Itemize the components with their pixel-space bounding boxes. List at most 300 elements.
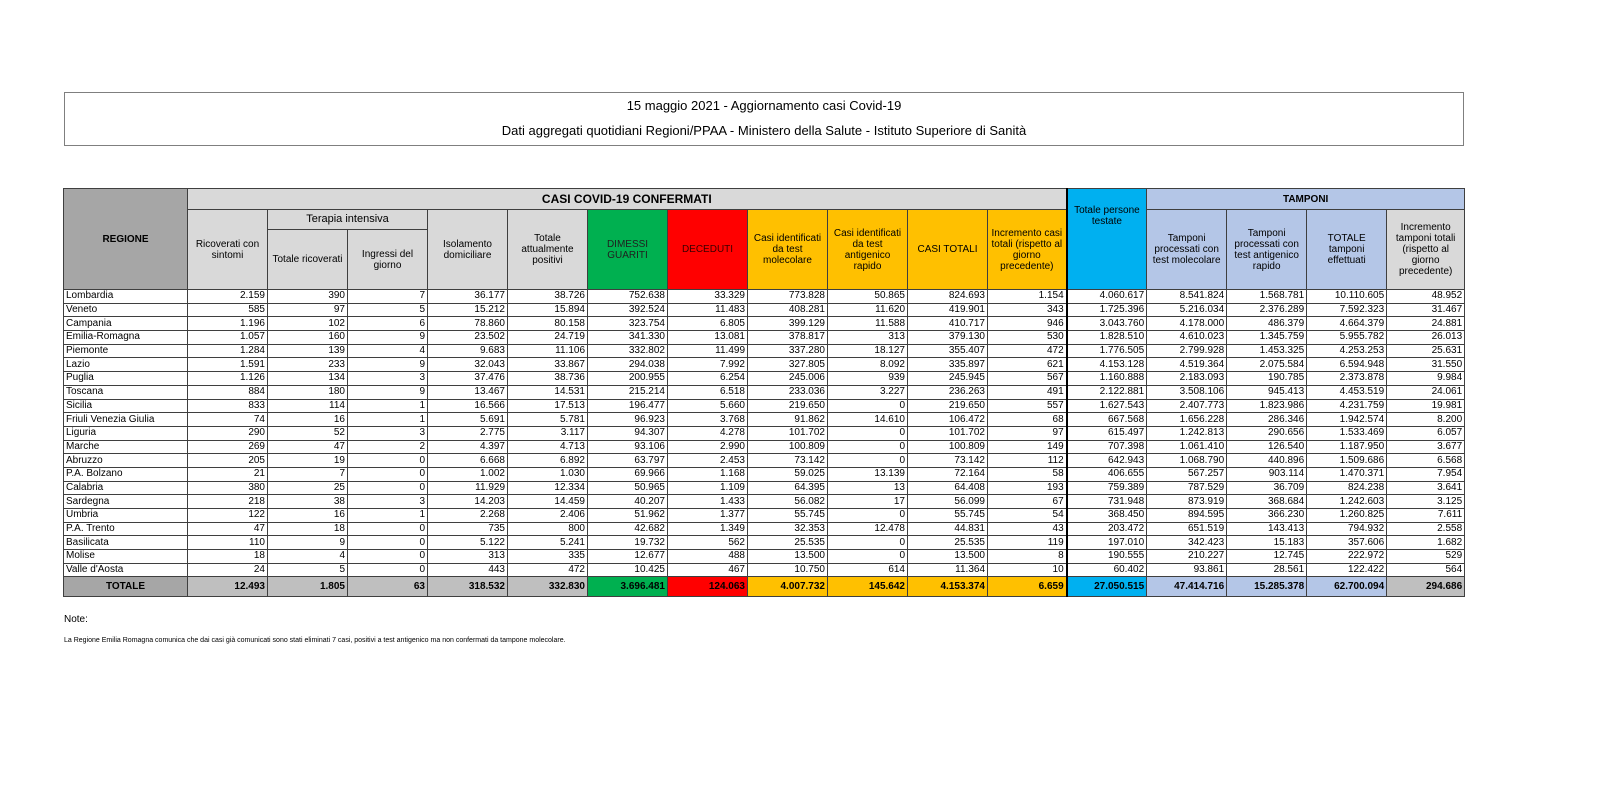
cell-tamponi-molecolare: 4.519.364 — [1147, 358, 1227, 372]
table-row — [64, 358, 1465, 372]
cell-isolamento-domiciliare: 2.268 — [428, 509, 508, 523]
cell-regione: Valle d'Aosta — [64, 563, 188, 577]
cell-incremento-casi: 557 — [988, 399, 1067, 413]
report-subtitle: Dati aggregati quotidiani Regioni/PPAA - Ministero della Salute - Istituto Superiore di Sanità — [501, 123, 1027, 138]
cell-casi-totali: 335.897 — [908, 358, 988, 372]
cell-totale-ricoverati: 9 — [268, 536, 348, 550]
cell-incremento-casi: 1.154 — [988, 290, 1067, 304]
cell-tamponi-molecolare: 5.216.034 — [1147, 303, 1227, 317]
cell-incremento-casi: 8 — [988, 550, 1067, 564]
cell-tamponi-antigenico: 486.379 — [1227, 317, 1307, 331]
cell-casi-test-antigenico: 17 — [828, 495, 908, 509]
cell-dimessi-guariti: 200.955 — [588, 372, 668, 386]
cell-casi-test-antigenico: 13 — [828, 481, 908, 495]
cell-ricoverati-con-sintomi: 18 — [188, 550, 268, 564]
cell-incremento-casi: 54 — [988, 509, 1067, 523]
cell-dimessi-guariti: 94.307 — [588, 426, 668, 440]
cell-totale-tamponi: 1.242.603 — [1307, 495, 1387, 509]
cell-isolamento-domiciliare: 15.212 — [428, 303, 508, 317]
cell-totale-ricoverati: 16 — [268, 509, 348, 523]
table-row — [64, 495, 1465, 509]
cell-totale-attualmente-positivi: 12.334 — [508, 481, 588, 495]
header-casi-test-antigenico: Casi identificati da test antigenico rapido — [828, 210, 908, 290]
note-label: Note: — [64, 614, 88, 625]
cell-casi-test-molecolare: 13.500 — [748, 550, 828, 564]
cell-totale-attualmente-positivi: 472 — [508, 563, 588, 577]
cell-isolamento-domiciliare: 36.177 — [428, 290, 508, 304]
cell-tamponi-molecolare: 4.610.023 — [1147, 331, 1227, 345]
cell-deceduti: 1.377 — [668, 509, 748, 523]
cell-dimessi-guariti: 294.038 — [588, 358, 668, 372]
cell-totale-ricoverati: 233 — [268, 358, 348, 372]
cell-casi-test-molecolare: 219.650 — [748, 399, 828, 413]
cell-incremento-casi: 68 — [988, 413, 1067, 427]
cell-totale-ricoverati: 139 — [268, 344, 348, 358]
cell-casi-totali: 379.130 — [908, 331, 988, 345]
cell-totale-ricoverati: 18 — [268, 522, 348, 536]
cell-incremento-tamponi: 6.057 — [1387, 426, 1465, 440]
cell-incremento-casi: 149 — [988, 440, 1067, 454]
cell-regione: Veneto — [64, 303, 188, 317]
table-row — [64, 413, 1465, 427]
total-dimessi-guariti: 3.696.481 — [588, 577, 668, 597]
cell-casi-test-molecolare: 10.750 — [748, 563, 828, 577]
cell-casi-test-molecolare: 56.082 — [748, 495, 828, 509]
cell-ingressi-del-giorno: 9 — [348, 331, 428, 345]
cell-totale-ricoverati: 19 — [268, 454, 348, 468]
cell-dimessi-guariti: 40.207 — [588, 495, 668, 509]
header-regione: REGIONE — [64, 189, 188, 290]
cell-incremento-casi: 567 — [988, 372, 1067, 386]
cell-casi-totali: 73.142 — [908, 454, 988, 468]
cell-ingressi-del-giorno: 3 — [348, 495, 428, 509]
cell-incremento-casi: 112 — [988, 454, 1067, 468]
cell-tamponi-antigenico: 36.709 — [1227, 481, 1307, 495]
cell-deceduti: 5.660 — [668, 399, 748, 413]
cell-totale-attualmente-positivi: 1.030 — [508, 467, 588, 481]
cell-incremento-casi: 946 — [988, 317, 1067, 331]
cell-totale-ricoverati: 38 — [268, 495, 348, 509]
cell-isolamento-domiciliare: 2.775 — [428, 426, 508, 440]
cell-tamponi-molecolare: 1.068.790 — [1147, 454, 1227, 468]
cell-totale-persone-testate: 1.627.543 — [1067, 399, 1147, 413]
cell-totale-tamponi: 10.110.605 — [1307, 290, 1387, 304]
cell-ingressi-del-giorno: 2 — [348, 440, 428, 454]
cell-totale-tamponi: 794.932 — [1307, 522, 1387, 536]
cell-tamponi-molecolare: 894.595 — [1147, 509, 1227, 523]
cell-casi-test-molecolare: 408.281 — [748, 303, 828, 317]
cell-casi-test-antigenico: 18.127 — [828, 344, 908, 358]
cell-totale-ricoverati: 4 — [268, 550, 348, 564]
cell-casi-test-antigenico: 313 — [828, 331, 908, 345]
cell-ingressi-del-giorno: 1 — [348, 413, 428, 427]
cell-regione: Sardegna — [64, 495, 188, 509]
cell-isolamento-domiciliare: 4.397 — [428, 440, 508, 454]
cell-regione: Liguria — [64, 426, 188, 440]
cell-tamponi-antigenico: 440.896 — [1227, 454, 1307, 468]
total-incremento-tamponi: 294.686 — [1387, 577, 1465, 597]
cell-tamponi-antigenico: 2.075.584 — [1227, 358, 1307, 372]
cell-casi-totali: 44.831 — [908, 522, 988, 536]
cell-totale-persone-testate: 368.450 — [1067, 509, 1147, 523]
table-row — [64, 536, 1465, 550]
cell-totale-persone-testate: 615.497 — [1067, 426, 1147, 440]
cell-incremento-casi: 10 — [988, 563, 1067, 577]
cell-casi-test-molecolare: 399.129 — [748, 317, 828, 331]
cell-tamponi-molecolare: 2.799.928 — [1147, 344, 1227, 358]
cell-totale-ricoverati: 160 — [268, 331, 348, 345]
cell-regione: P.A. Bolzano — [64, 467, 188, 481]
cell-incremento-tamponi: 24.881 — [1387, 317, 1465, 331]
cell-deceduti: 6.805 — [668, 317, 748, 331]
cell-tamponi-antigenico: 1.823.986 — [1227, 399, 1307, 413]
cell-regione: Umbria — [64, 509, 188, 523]
cell-casi-totali: 410.717 — [908, 317, 988, 331]
cell-casi-test-molecolare: 91.862 — [748, 413, 828, 427]
cell-casi-totali: 25.535 — [908, 536, 988, 550]
cell-totale-attualmente-positivi: 335 — [508, 550, 588, 564]
cell-incremento-casi: 43 — [988, 522, 1067, 536]
cell-tamponi-antigenico: 1.568.781 — [1227, 290, 1307, 304]
cell-totale-tamponi: 824.238 — [1307, 481, 1387, 495]
cell-totale-persone-testate: 1.828.510 — [1067, 331, 1147, 345]
cell-totale-ricoverati: 7 — [268, 467, 348, 481]
cell-casi-test-antigenico: 13.139 — [828, 467, 908, 481]
cell-tamponi-antigenico: 1.453.325 — [1227, 344, 1307, 358]
cell-dimessi-guariti: 215.214 — [588, 385, 668, 399]
cell-casi-test-molecolare: 233.036 — [748, 385, 828, 399]
cell-totale-attualmente-positivi: 80.158 — [508, 317, 588, 331]
cell-casi-test-antigenico: 8.092 — [828, 358, 908, 372]
header-totale-tamponi: TOTALE tamponi effettuati — [1307, 210, 1387, 290]
total-ingressi-del-giorno: 63 — [348, 577, 428, 597]
cell-incremento-casi: 58 — [988, 467, 1067, 481]
cell-totale-persone-testate: 1.160.888 — [1067, 372, 1147, 386]
cell-casi-test-antigenico: 11.588 — [828, 317, 908, 331]
cell-casi-test-antigenico: 50.865 — [828, 290, 908, 304]
cell-deceduti: 11.483 — [668, 303, 748, 317]
cell-dimessi-guariti: 42.682 — [588, 522, 668, 536]
cell-isolamento-domiciliare: 9.683 — [428, 344, 508, 358]
cell-ricoverati-con-sintomi: 585 — [188, 303, 268, 317]
total-regione: TOTALE — [64, 577, 188, 597]
table-row — [64, 331, 1465, 345]
cell-totale-attualmente-positivi: 5.241 — [508, 536, 588, 550]
cell-totale-persone-testate: 759.389 — [1067, 481, 1147, 495]
cell-totale-tamponi: 4.453.519 — [1307, 385, 1387, 399]
cell-casi-test-antigenico: 0 — [828, 399, 908, 413]
cell-casi-totali: 419.901 — [908, 303, 988, 317]
cell-incremento-casi: 193 — [988, 481, 1067, 495]
cell-tamponi-antigenico: 15.183 — [1227, 536, 1307, 550]
cell-ingressi-del-giorno: 0 — [348, 481, 428, 495]
cell-incremento-tamponi: 3.677 — [1387, 440, 1465, 454]
header-casi-confermati: CASI COVID-19 CONFERMATI — [188, 189, 1067, 210]
cell-isolamento-domiciliare: 313 — [428, 550, 508, 564]
table-row — [64, 372, 1465, 386]
cell-regione: Marche — [64, 440, 188, 454]
header-casi-test-molecolare: Casi identificati da test molecolare — [748, 210, 828, 290]
cell-tamponi-antigenico: 903.114 — [1227, 467, 1307, 481]
cell-casi-test-antigenico: 0 — [828, 536, 908, 550]
cell-totale-persone-testate: 667.568 — [1067, 413, 1147, 427]
cell-incremento-casi: 97 — [988, 426, 1067, 440]
cell-tamponi-antigenico: 945.413 — [1227, 385, 1307, 399]
cell-isolamento-domiciliare: 78.860 — [428, 317, 508, 331]
cell-totale-attualmente-positivi: 5.781 — [508, 413, 588, 427]
table-row — [64, 440, 1465, 454]
total-casi-test-antigenico: 145.642 — [828, 577, 908, 597]
cell-tamponi-antigenico: 2.376.289 — [1227, 303, 1307, 317]
cell-deceduti: 6.254 — [668, 372, 748, 386]
cell-ingressi-del-giorno: 0 — [348, 522, 428, 536]
cell-dimessi-guariti: 69.966 — [588, 467, 668, 481]
cell-ricoverati-con-sintomi: 74 — [188, 413, 268, 427]
cell-totale-ricoverati: 52 — [268, 426, 348, 440]
cell-casi-totali: 245.945 — [908, 372, 988, 386]
table-row — [64, 303, 1465, 317]
cell-incremento-tamponi: 564 — [1387, 563, 1465, 577]
cell-ingressi-del-giorno: 0 — [348, 536, 428, 550]
cell-regione: Sicilia — [64, 399, 188, 413]
cell-ingressi-del-giorno: 4 — [348, 344, 428, 358]
cell-ricoverati-con-sintomi: 24 — [188, 563, 268, 577]
cell-dimessi-guariti: 93.106 — [588, 440, 668, 454]
total-tamponi-molecolare: 47.414.716 — [1147, 577, 1227, 597]
cell-ricoverati-con-sintomi: 205 — [188, 454, 268, 468]
header-tamponi-molecolare: Tamponi processati con test molecolare — [1147, 210, 1227, 290]
cell-deceduti: 4.278 — [668, 426, 748, 440]
cell-tamponi-molecolare: 4.178.000 — [1147, 317, 1227, 331]
cell-deceduti: 1.168 — [668, 467, 748, 481]
cell-casi-test-antigenico: 0 — [828, 509, 908, 523]
cell-totale-attualmente-positivi: 800 — [508, 522, 588, 536]
cell-totale-persone-testate: 4.060.617 — [1067, 290, 1147, 304]
total-tamponi-antigenico: 15.285.378 — [1227, 577, 1307, 597]
cell-deceduti: 2.990 — [668, 440, 748, 454]
cell-totale-ricoverati: 97 — [268, 303, 348, 317]
cell-deceduti: 562 — [668, 536, 748, 550]
cell-totale-attualmente-positivi: 14.459 — [508, 495, 588, 509]
cell-casi-test-antigenico: 12.478 — [828, 522, 908, 536]
cell-regione: P.A. Trento — [64, 522, 188, 536]
cell-totale-persone-testate: 707.398 — [1067, 440, 1147, 454]
cell-deceduti: 1.349 — [668, 522, 748, 536]
table-row — [64, 426, 1465, 440]
cell-deceduti: 13.081 — [668, 331, 748, 345]
cell-incremento-casi: 491 — [988, 385, 1067, 399]
table-row — [64, 344, 1465, 358]
table-row — [64, 290, 1465, 304]
cell-incremento-casi: 343 — [988, 303, 1067, 317]
cell-dimessi-guariti: 96.923 — [588, 413, 668, 427]
cell-totale-persone-testate: 190.555 — [1067, 550, 1147, 564]
cell-ingressi-del-giorno: 1 — [348, 399, 428, 413]
total-casi-test-molecolare: 4.007.732 — [748, 577, 828, 597]
cell-ingressi-del-giorno: 0 — [348, 454, 428, 468]
cell-isolamento-domiciliare: 6.668 — [428, 454, 508, 468]
cell-totale-persone-testate: 3.043.760 — [1067, 317, 1147, 331]
cell-incremento-tamponi: 9.984 — [1387, 372, 1465, 386]
total-deceduti: 124.063 — [668, 577, 748, 597]
cell-incremento-tamponi: 48.952 — [1387, 290, 1465, 304]
cell-totale-tamponi: 2.373.878 — [1307, 372, 1387, 386]
cell-totale-persone-testate: 2.122.881 — [1067, 385, 1147, 399]
cell-ingressi-del-giorno: 0 — [348, 467, 428, 481]
cell-incremento-tamponi: 26.013 — [1387, 331, 1465, 345]
cell-tamponi-molecolare: 787.529 — [1147, 481, 1227, 495]
cell-ingressi-del-giorno: 7 — [348, 290, 428, 304]
cell-tamponi-molecolare: 8.541.824 — [1147, 290, 1227, 304]
cell-incremento-tamponi: 31.467 — [1387, 303, 1465, 317]
cell-totale-attualmente-positivi: 14.531 — [508, 385, 588, 399]
cell-tamponi-molecolare: 651.519 — [1147, 522, 1227, 536]
header-tamponi-antigenico: Tamponi processati con test antigenico rapido — [1227, 210, 1307, 290]
cell-totale-attualmente-positivi: 2.406 — [508, 509, 588, 523]
cell-incremento-tamponi: 7.954 — [1387, 467, 1465, 481]
cell-dimessi-guariti: 196.477 — [588, 399, 668, 413]
cell-casi-test-antigenico: 0 — [828, 454, 908, 468]
cell-casi-totali: 101.702 — [908, 426, 988, 440]
cell-isolamento-domiciliare: 735 — [428, 522, 508, 536]
table-row — [64, 467, 1465, 481]
table-row — [64, 454, 1465, 468]
cell-casi-totali: 219.650 — [908, 399, 988, 413]
cell-ricoverati-con-sintomi: 1.126 — [188, 372, 268, 386]
cell-incremento-casi: 119 — [988, 536, 1067, 550]
cell-tamponi-molecolare: 567.257 — [1147, 467, 1227, 481]
cell-isolamento-domiciliare: 5.691 — [428, 413, 508, 427]
cell-casi-test-molecolare: 773.828 — [748, 290, 828, 304]
cell-casi-totali: 100.809 — [908, 440, 988, 454]
cell-totale-persone-testate: 60.402 — [1067, 563, 1147, 577]
cell-ricoverati-con-sintomi: 110 — [188, 536, 268, 550]
cell-regione: Basilicata — [64, 536, 188, 550]
header-incremento-casi: Incremento casi totali (rispetto al giorno precedente) — [988, 210, 1067, 290]
cell-deceduti: 33.329 — [668, 290, 748, 304]
cell-totale-persone-testate: 203.472 — [1067, 522, 1147, 536]
cell-dimessi-guariti: 51.962 — [588, 509, 668, 523]
cell-tamponi-molecolare: 342.423 — [1147, 536, 1227, 550]
cell-ricoverati-con-sintomi: 1.284 — [188, 344, 268, 358]
table-row — [64, 509, 1465, 523]
cell-tamponi-antigenico: 28.561 — [1227, 563, 1307, 577]
cell-totale-ricoverati: 180 — [268, 385, 348, 399]
cell-casi-totali: 13.500 — [908, 550, 988, 564]
cell-ricoverati-con-sintomi: 1.057 — [188, 331, 268, 345]
report-title-box — [64, 92, 1464, 146]
cell-isolamento-domiciliare: 16.566 — [428, 399, 508, 413]
cell-totale-attualmente-positivi: 33.867 — [508, 358, 588, 372]
cell-regione: Toscana — [64, 385, 188, 399]
cell-casi-test-molecolare: 337.280 — [748, 344, 828, 358]
cell-regione: Lazio — [64, 358, 188, 372]
header-ricoverati-con-sintomi: Ricoverati con sintomi — [188, 210, 268, 290]
cell-totale-attualmente-positivi: 24.719 — [508, 331, 588, 345]
cell-incremento-casi: 621 — [988, 358, 1067, 372]
cell-deceduti: 3.768 — [668, 413, 748, 427]
cell-tamponi-antigenico: 290.656 — [1227, 426, 1307, 440]
cell-totale-attualmente-positivi: 6.892 — [508, 454, 588, 468]
cell-casi-test-molecolare: 25.535 — [748, 536, 828, 550]
header-totale-persone-testate: Totale persone testate — [1067, 189, 1147, 290]
cell-incremento-tamponi: 25.631 — [1387, 344, 1465, 358]
cell-regione: Friuli Venezia Giulia — [64, 413, 188, 427]
cell-totale-ricoverati: 25 — [268, 481, 348, 495]
cell-casi-totali: 56.099 — [908, 495, 988, 509]
cell-totale-tamponi: 5.955.782 — [1307, 331, 1387, 345]
cell-casi-totali: 824.693 — [908, 290, 988, 304]
cell-incremento-tamponi: 2.558 — [1387, 522, 1465, 536]
cell-totale-persone-testate: 406.655 — [1067, 467, 1147, 481]
cell-totale-attualmente-positivi: 38.736 — [508, 372, 588, 386]
cell-casi-test-antigenico: 3.227 — [828, 385, 908, 399]
cell-tamponi-molecolare: 2.183.093 — [1147, 372, 1227, 386]
cell-ricoverati-con-sintomi: 1.196 — [188, 317, 268, 331]
cell-incremento-casi: 472 — [988, 344, 1067, 358]
cell-casi-test-molecolare: 327.805 — [748, 358, 828, 372]
cell-totale-tamponi: 4.253.253 — [1307, 344, 1387, 358]
cell-dimessi-guariti: 10.425 — [588, 563, 668, 577]
cell-ingressi-del-giorno: 5 — [348, 303, 428, 317]
cell-isolamento-domiciliare: 13.467 — [428, 385, 508, 399]
cell-tamponi-molecolare: 3.508.106 — [1147, 385, 1227, 399]
cell-casi-test-antigenico: 939 — [828, 372, 908, 386]
cell-casi-test-molecolare: 100.809 — [748, 440, 828, 454]
header-totale-attualmente-positivi: Totale attualmente positivi — [508, 210, 588, 290]
cell-ricoverati-con-sintomi: 833 — [188, 399, 268, 413]
cell-ricoverati-con-sintomi: 218 — [188, 495, 268, 509]
note-text: La Regione Emilia Romagna comunica che dai casi già comunicati sono stati eliminati 7 casi, positivi a test antigenico ma non confermati da tampone molecolare. — [64, 637, 566, 644]
cell-regione: Lombardia — [64, 290, 188, 304]
cell-ricoverati-con-sintomi: 2.159 — [188, 290, 268, 304]
cell-regione: Puglia — [64, 372, 188, 386]
cell-casi-test-molecolare: 73.142 — [748, 454, 828, 468]
cell-isolamento-domiciliare: 32.043 — [428, 358, 508, 372]
cell-regione: Emilia-Romagna — [64, 331, 188, 345]
cell-incremento-tamponi: 24.061 — [1387, 385, 1465, 399]
cell-totale-tamponi: 1.260.825 — [1307, 509, 1387, 523]
cell-totale-tamponi: 1.509.686 — [1307, 454, 1387, 468]
cell-casi-test-molecolare: 101.702 — [748, 426, 828, 440]
cell-casi-test-antigenico: 0 — [828, 440, 908, 454]
header-casi-totali: CASI TOTALI — [908, 210, 988, 290]
cell-totale-tamponi: 1.470.371 — [1307, 467, 1387, 481]
table-row — [64, 399, 1465, 413]
cell-casi-totali: 55.745 — [908, 509, 988, 523]
cell-incremento-casi: 67 — [988, 495, 1067, 509]
table-row — [64, 317, 1465, 331]
cell-tamponi-molecolare: 210.227 — [1147, 550, 1227, 564]
cell-incremento-tamponi: 6.568 — [1387, 454, 1465, 468]
cell-casi-test-antigenico: 614 — [828, 563, 908, 577]
cell-ricoverati-con-sintomi: 122 — [188, 509, 268, 523]
cell-isolamento-domiciliare: 11.929 — [428, 481, 508, 495]
cell-casi-test-molecolare: 245.006 — [748, 372, 828, 386]
cell-totale-persone-testate: 1.776.505 — [1067, 344, 1147, 358]
cell-ingressi-del-giorno: 9 — [348, 358, 428, 372]
cell-casi-test-antigenico: 11.620 — [828, 303, 908, 317]
cell-casi-test-molecolare: 32.353 — [748, 522, 828, 536]
cell-totale-tamponi: 122.422 — [1307, 563, 1387, 577]
cell-deceduti: 11.499 — [668, 344, 748, 358]
cell-tamponi-antigenico: 1.345.759 — [1227, 331, 1307, 345]
cell-deceduti: 7.992 — [668, 358, 748, 372]
cell-regione: Abruzzo — [64, 454, 188, 468]
cell-casi-test-molecolare: 64.395 — [748, 481, 828, 495]
cell-totale-ricoverati: 5 — [268, 563, 348, 577]
header-incremento-tamponi: Incremento tamponi totali (rispetto al giorno precedente) — [1387, 210, 1465, 290]
